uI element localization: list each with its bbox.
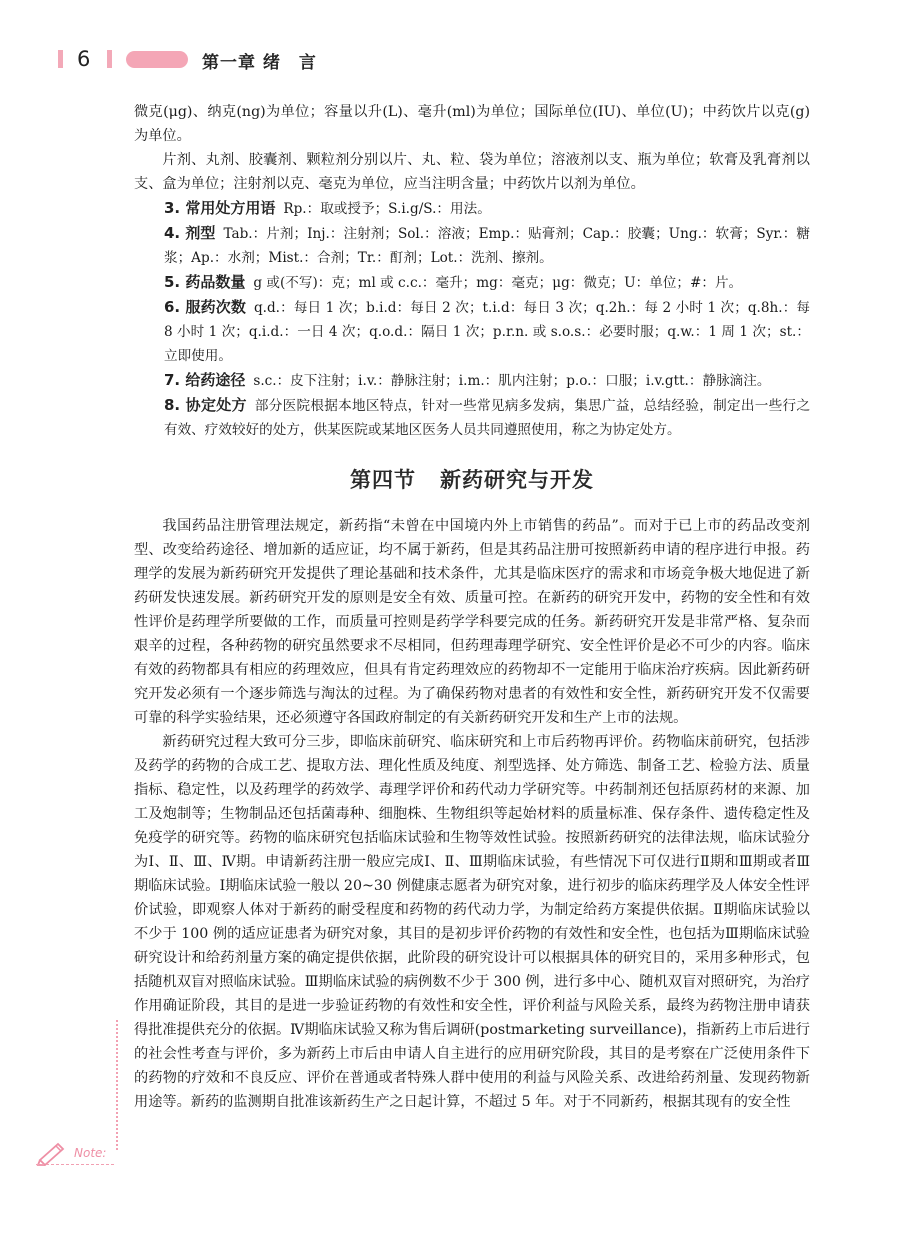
margin-dotted-line [116,1020,118,1150]
term-item [134,368,810,393]
term-body: 部分医院根据本地区特点，针对一些常见病多发病，集思广益，总结经验，制定出一些行之有效、疗效较好的处方，供某医院或某地区医务人员共同遵照使用，称之为协定处方。 [164,398,811,438]
paragraph: 我国药品注册管理法规定，新药指“未曾在中国境内外上市销售的药品”。而对于已上市的药品改变剂型、改变给药途径、增加新的适应证，均不属于新药，但是其药品注册可按照新药申请的程序进行申报。药理学的发展为新药研究开发提供了理论基础和技术条件，尤其是临床医疗的需求和市场竞争极大地促进了新药研发快速发展。新药研究开发的原则是安全有效、质量可控。在新药的研究开发中，药物的安全性和有效性评价是药理学所要做的工作，而质量可控则是药学学科要完成的任务。新药研究开发是非常严格、复杂而艰辛的过程，各种药物的研究虽然要求不尽相同，但药理毒理学研究、安全性评价是必不可少的内容。临床有效的药物都具有相应的药理效应，但具有肯定药理效应的药物却不一定能用于临床治疗疾病。因此新药研究开发必须有一个逐步筛选与淘汰的过程。为了确保药物对患者的有效性和安全性，新药研究开发不仅需要可靠的科学实验结果，还必须遵守各国政府制定的有关新药研究开发和生产上市的法规。 [134,518,810,726]
term-heading: 7. 给药途径 [164,371,246,389]
term-heading: 8. 协定处方 [164,396,247,414]
section-number: 第四节 [350,468,416,492]
term-heading: 6. 服药次数 [164,298,246,316]
term-heading: 4. 剂型 [164,224,216,242]
header-accent-pill [126,51,188,68]
page-number: 6 [77,47,91,71]
note-underline [36,1164,114,1165]
term-heading: 3. 常用处方用语 [164,199,276,217]
term-item [134,196,810,221]
pencil-icon [36,1138,70,1166]
term-body: Rp.：取或授予；S.i.g/S.：用法。 [283,201,491,217]
term-body: g 或(不写)：克；ml 或 c.c.：毫升；mg：毫克；μg：微克；U：单位；#：片。 [253,275,743,291]
section-heading [134,468,810,492]
term-body: Tab.：片剂；Inj.：注射剂；Sol.：溶液；Emp.：贴膏剂；Cap.：胶囊；Ung.：软膏；Syr.：糖浆；Ap.：水剂；Mist.：合剂；Tr.：酊剂；Lot.：洗剂、擦剂。 [164,226,810,266]
paragraph: 微克(μg)、纳克(ng)为单位；容量以升(L)、毫升(ml)为单位；国际单位(IU)、单位(U)；中药饮片以克(g)为单位。 [134,104,810,144]
note-label: Note: [74,1146,107,1160]
note-marker [36,1138,116,1166]
term-item [134,393,810,442]
section-title: 新药研究与开发 [440,468,594,492]
term-body: q.d.：每日 1 次；b.i.d：每日 2 次；t.i.d：每日 3 次；q.2h.：每 2 小时 1 次；q.8h.：每 8 小时 1 次；q.i.d.：一日 4 次；q.o.d.：隔日 1 次；p.r.n. 或 s.o.s.：必要时服；q.w.：1 周 1 次；st.：立即使用。 [164,300,811,364]
term-body: s.c.：皮下注射；i.v.：静脉注射；i.m.：肌内注射；p.o.：口服；i.v.gtt.：静脉滴注。 [253,373,771,389]
chapter-title: 第一章 绪 言 [202,53,317,73]
term-heading: 5. 药品数量 [164,273,246,291]
term-item [134,270,810,295]
page-header [0,0,900,90]
header-accent-bar [107,50,112,68]
term-item [134,221,810,270]
paragraph: 新药研究过程大致可分三步，即临床前研究、临床研究和上市后药物再评价。药物临床前研究，包括涉及药学的药物的合成工艺、提取方法、理化性质及纯度、剂型选择、处方筛选、制备工艺、检验方法、质量指标、稳定性，以及药理学的药效学、毒理学评价和药代动力学研究等。中药制剂还包括原药材的来源、加工及炮制等；生物制品还包括菌毒种、细胞株、生物组织等起始材料的质量标准、保存条件、遗传稳定性及免疫学的研究等。药物的临床研究包括临床试验和生物等效性试验。按照新药研究的法律法规，临床试验分为Ⅰ、Ⅱ、Ⅲ、Ⅳ期。申请新药注册一般应完成Ⅰ、Ⅱ、Ⅲ期临床试验，有些情况下可仅进行Ⅱ期和Ⅲ期或者Ⅲ期临床试验。Ⅰ期临床试验一般以 20~30 例健康志愿者为研究对象，进行初步的临床药理学及人体安全性评价试验，即观察人体对于新药的耐受程度和药物的药代动力学，为制定给药方案提供依据。Ⅱ期临床试验以不少于 100 例的适应证患者为研究对象，其目的是初步评价药物的有效性和安全性，也包括为Ⅲ期临床试验研究设计和给药剂量方案的确定提供依据，此阶段的研究设计可以根据具体的研究目的，采用多种形式，包括随机双盲对照临床试验。Ⅲ期临床试验的病例数不少于 300 例，进行多中心、随机双盲对照研究，为治疗作用确证阶段，其目的是进一步验证药物的有效性和安全性，评价利益与风险关系，最终为药物注册申请获得批准提供充分的依据。Ⅳ期临床试验又称为售后调研(postmarketing surveillance)，指新药上市后进行的社会性考查与评价，多为新药上市后由申请人自主进行的应用研究阶段，其目的是考察在广泛使用条件下的药物的疗效和不良反应、评价在普通或者特殊人群中使用的利益与风险关系、改进给药剂量、发现药物新用途等。新药的监测期自批准该新药生产之日起计算，不超过 5 年。对于不同新药，根据其现有的安全性 [134,734,810,1110]
paragraph: 片剂、丸剂、胶囊剂、颗粒剂分别以片、丸、粒、袋为单位；溶液剂以支、瓶为单位；软膏及乳膏剂以支、盒为单位；注射剂以克、毫克为单位，应当注明含量；中药饮片以剂为单位。 [134,152,810,192]
term-item [134,295,810,368]
page-content [134,100,810,1114]
header-accent-bar [58,50,63,68]
